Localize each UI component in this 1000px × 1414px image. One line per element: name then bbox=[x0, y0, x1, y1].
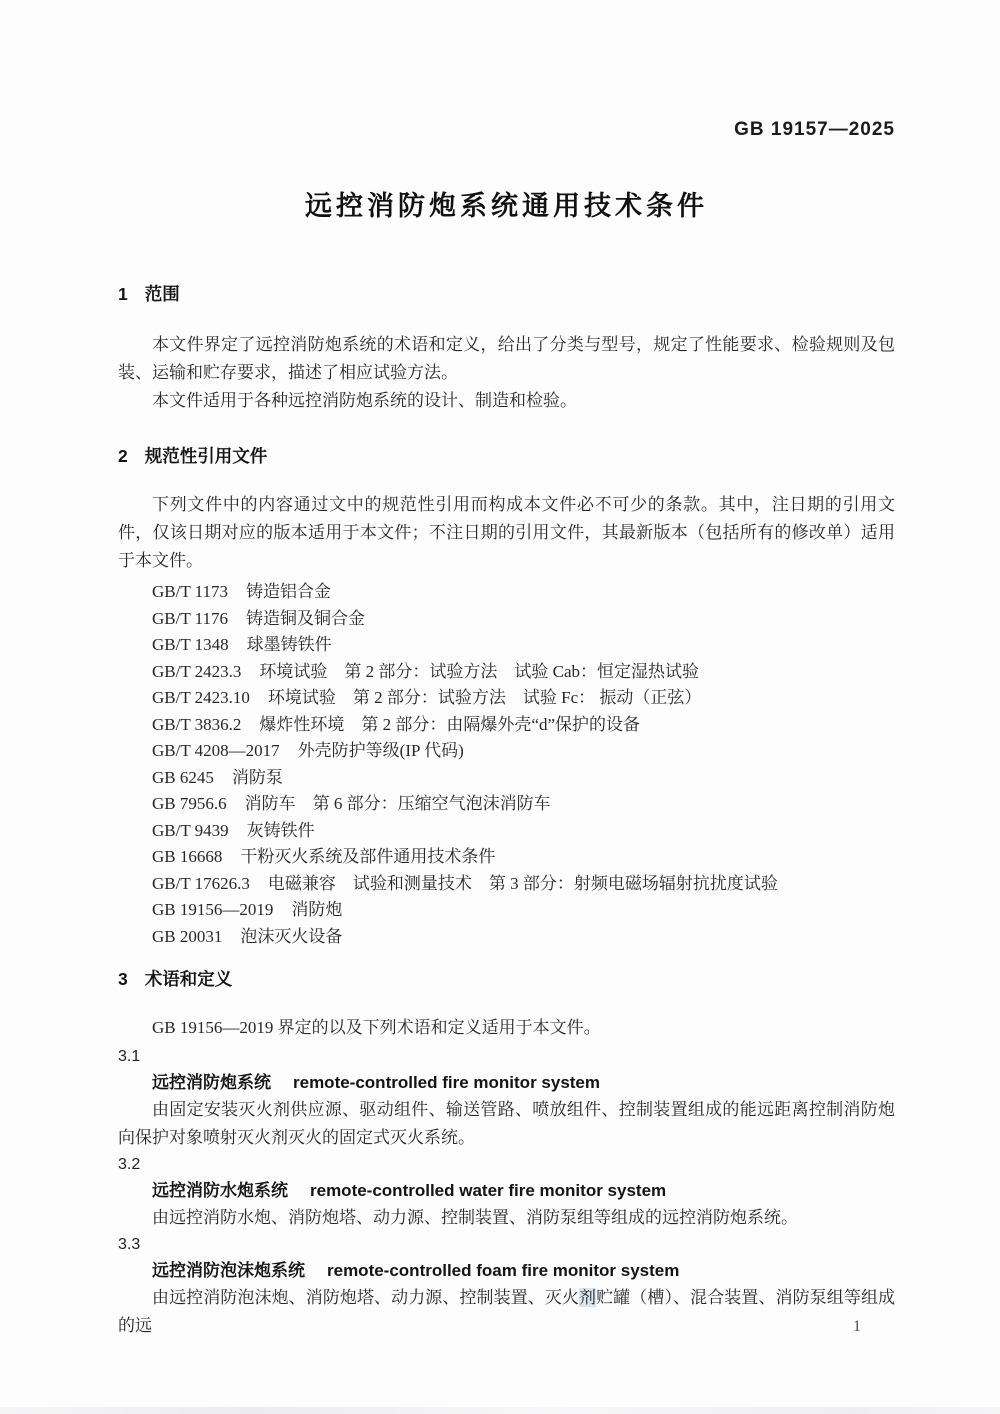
term-english: remote-controlled water fire monitor system bbox=[310, 1181, 667, 1200]
term-definition: 由固定安装灭火剂供应源、驱动组件、输送管路、喷放组件、控制装置组成的能远距离控制消防炮向保护对象喷射灭火剂灭火的固定式灭火系统。 bbox=[118, 1100, 895, 1147]
reference-code: GB/T 1173 bbox=[152, 582, 229, 601]
reference-item bbox=[118, 897, 895, 924]
standard-number: GB 19157—2025 bbox=[734, 119, 895, 140]
reference-code: GB/T 17626.3 bbox=[152, 873, 250, 893]
reference-item bbox=[118, 844, 895, 871]
term-chinese: 远控消防水炮系统 bbox=[152, 1181, 288, 1200]
reference-title: 泡沫灭火设备 bbox=[240, 926, 343, 946]
reference-code: GB/T 4208—2017 bbox=[152, 741, 280, 760]
terms-and-definitions bbox=[118, 1044, 895, 1340]
section-1-title: 范围 bbox=[144, 284, 180, 304]
reference-title: 消防车 第 6 部分：压缩空气泡沫消防车 bbox=[244, 794, 551, 813]
section-3-heading bbox=[118, 966, 895, 992]
term-heading bbox=[118, 1070, 895, 1096]
reference-title: 消防泵 bbox=[231, 767, 283, 787]
reference-code: GB 16668 bbox=[152, 847, 223, 866]
section-2-number: 2 bbox=[118, 446, 128, 466]
reference-code: GB/T 3836.2 bbox=[152, 714, 242, 734]
section-1-number: 1 bbox=[118, 284, 128, 304]
section-3-intro: GB 19156—2019 界定的以及下列术语和定义适用于本文件。 bbox=[152, 1018, 601, 1037]
reference-code: GB/T 1176 bbox=[152, 608, 229, 628]
term-number: 3.2 bbox=[118, 1156, 141, 1173]
term-english: remote-controlled foam fire monitor system bbox=[327, 1261, 680, 1280]
section-1-heading bbox=[118, 281, 895, 307]
reference-item bbox=[118, 712, 895, 739]
term-definition bbox=[118, 1284, 895, 1340]
reference-code: GB 6245 bbox=[152, 767, 214, 787]
term-number: 3.3 bbox=[118, 1236, 141, 1253]
scan-highlight-artifact: 剂 bbox=[579, 1288, 597, 1307]
reference-item bbox=[118, 632, 895, 659]
reference-code: GB/T 1348 bbox=[152, 635, 229, 654]
term-definition-text: 由远控消防泡沫炮、消防炮塔、动力源、控制装置、灭火 bbox=[152, 1288, 580, 1307]
term-english: remote-controlled fire monitor system bbox=[293, 1073, 601, 1092]
reference-item bbox=[118, 685, 895, 712]
reference-title: 爆炸性环境 第 2 部分：由隔爆外壳“d”保护的设备 bbox=[259, 714, 641, 734]
term-number: 3.1 bbox=[118, 1048, 141, 1065]
reference-title: 消防炮 bbox=[291, 900, 343, 919]
reference-title: 电磁兼容 试验和测量技术 第 3 部分：射频电磁场辐射抗扰度试验 bbox=[267, 873, 778, 893]
term-heading bbox=[118, 1178, 895, 1204]
normative-reference-list bbox=[118, 579, 895, 950]
reference-item bbox=[118, 924, 895, 951]
reference-title: 环境试验 第 2 部分：试验方法 试验 Fc： 振动（正弦） bbox=[267, 688, 702, 707]
reference-item bbox=[118, 765, 895, 792]
term-heading bbox=[118, 1258, 895, 1284]
term-chinese: 远控消防炮系统 bbox=[152, 1073, 271, 1092]
term-chinese: 远控消防泡沫炮系统 bbox=[152, 1261, 305, 1280]
scan-edge-artifact bbox=[0, 1407, 1000, 1414]
reference-item bbox=[118, 791, 895, 818]
reference-code: GB 20031 bbox=[152, 926, 223, 946]
reference-item bbox=[118, 738, 895, 765]
reference-title: 外壳防护等级(IP 代码) bbox=[297, 741, 464, 760]
section-1-paragraph: 本文件适用于各种远控消防炮系统的设计、制造和检验。 bbox=[152, 391, 577, 410]
reference-item bbox=[118, 606, 895, 633]
section-2-heading bbox=[118, 443, 895, 469]
reference-code: GB/T 9439 bbox=[152, 820, 229, 840]
reference-item bbox=[118, 818, 895, 845]
reference-title: 干粉灭火系统及部件通用技术条件 bbox=[240, 847, 496, 866]
page-number: 1 bbox=[853, 1318, 861, 1335]
reference-title: 铸造铝合金 bbox=[246, 582, 332, 601]
reference-item bbox=[118, 871, 895, 898]
reference-title: 球墨铸铁件 bbox=[246, 635, 332, 654]
reference-code: GB 19156—2019 bbox=[152, 900, 274, 919]
section-2-intro: 下列文件中的内容通过文中的规范性引用而构成本文件必不可少的条款。其中，注日期的引用文件，仅该日期对应的版本适用于本文件；不注日期的引用文件，其最新版本（包括所有的修改单）适用于本文件。 bbox=[118, 495, 895, 570]
reference-title: 铸造铜及铜合金 bbox=[246, 608, 366, 628]
reference-code: GB/T 2423.10 bbox=[152, 688, 250, 707]
section-3-title: 术语和定义 bbox=[144, 969, 233, 989]
reference-title: 灰铸铁件 bbox=[246, 820, 315, 840]
term-definition: 由远控消防水炮、消防炮塔、动力源、控制装置、消防泵组等组成的远控消防炮系统。 bbox=[152, 1208, 798, 1227]
reference-code: GB/T 2423.3 bbox=[152, 661, 242, 681]
reference-item bbox=[118, 579, 895, 606]
section-3-number: 3 bbox=[118, 969, 128, 989]
reference-item bbox=[118, 659, 895, 686]
section-1-paragraph: 本文件界定了远控消防炮系统的术语和定义，给出了分类与型号，规定了性能要求、检验规则及包装、运输和贮存要求，描述了相应试验方法。 bbox=[118, 335, 895, 382]
reference-title: 环境试验 第 2 部分：试验方法 试验 Cab：恒定湿热试验 bbox=[259, 661, 700, 681]
document-title: 远控消防炮系统通用技术条件 bbox=[305, 191, 708, 221]
section-2-title: 规范性引用文件 bbox=[144, 446, 268, 466]
term-definition-text: 贮罐（槽）、混合装置、消防泵组等组成的远 bbox=[118, 1288, 896, 1335]
reference-code: GB 7956.6 bbox=[152, 794, 227, 813]
